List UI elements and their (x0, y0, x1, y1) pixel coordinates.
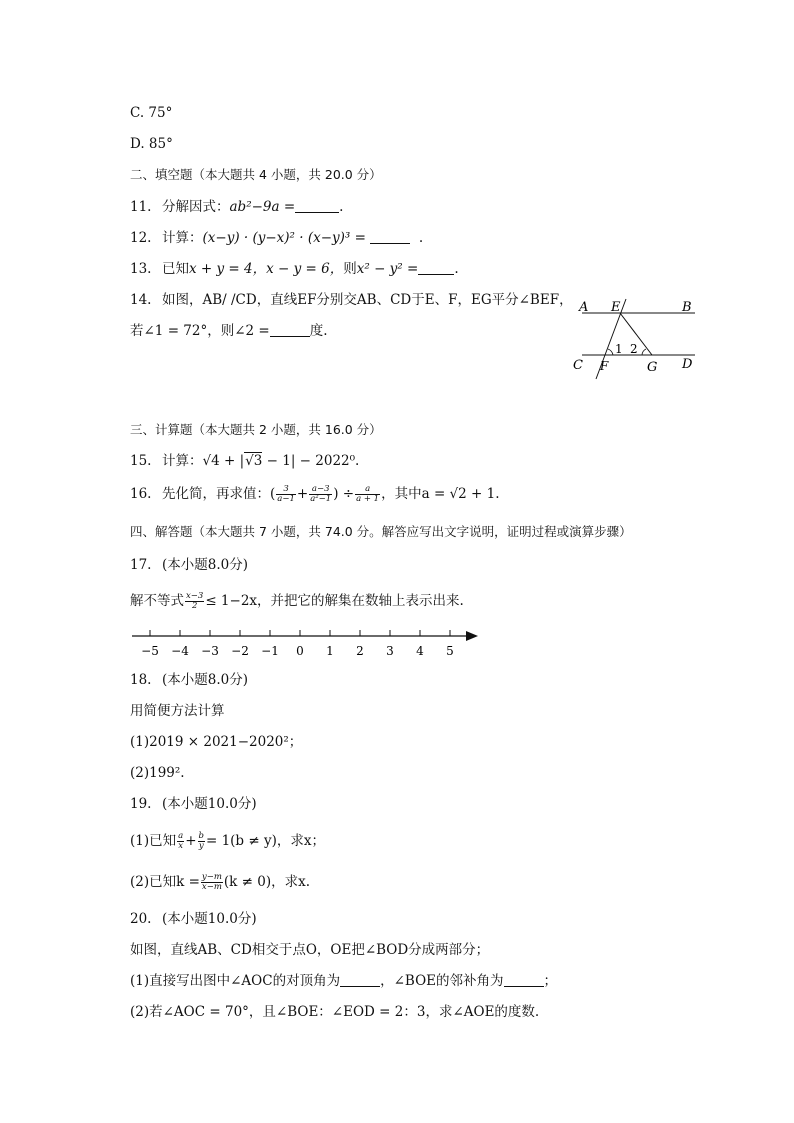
question-text: 先化简，再求值：( (162, 486, 276, 502)
question-number: 11. (130, 199, 152, 215)
point-label: C (573, 358, 583, 373)
question-text: 若∠1 = 72°，则∠2 = (130, 323, 270, 339)
score-label: (本小题10.0分) (162, 911, 257, 927)
math-expression: √3 (245, 453, 263, 469)
angle-label: 1 (615, 342, 623, 356)
question-number: 13. (130, 261, 152, 277)
answer-blank[interactable] (340, 972, 380, 987)
fraction (309, 485, 332, 504)
question-19-header (130, 795, 257, 813)
question-17-text (130, 592, 464, 611)
fraction (201, 873, 223, 892)
tick-label: −1 (261, 644, 279, 658)
section-header-answer: 四、解答题（本大题共 7 小题，共 74.0 分。解答应写出文字说明，证明过程或演算步骤） (130, 524, 632, 539)
point-label: A (579, 300, 589, 315)
question-18-header (130, 671, 248, 689)
answer-blank[interactable] (370, 229, 410, 244)
question-text: (2)已知k = (130, 874, 200, 890)
question-20-part1 (130, 972, 557, 990)
punctuation: . (418, 230, 424, 246)
tick-label: −5 (141, 644, 159, 658)
question-number: 17. (130, 557, 152, 573)
parallel-lines-figure (570, 293, 700, 383)
point-label: F (600, 359, 609, 373)
tick-label: 5 (446, 644, 454, 658)
tick-label: 1 (326, 644, 334, 658)
question-text: ≤ 1−2x，并把它的解集在数轴上表示出来. (205, 593, 464, 609)
question-number: 19. (130, 796, 152, 812)
tick-label: 0 (296, 644, 304, 658)
answer-blank[interactable] (504, 972, 544, 987)
angle-label: 2 (630, 342, 638, 356)
question-number: 15. (130, 453, 152, 469)
question-14-line1 (130, 291, 573, 309)
point-label: G (647, 360, 658, 375)
question-13 (130, 260, 459, 278)
question-11 (130, 198, 343, 216)
question-12 (130, 229, 423, 247)
question-17-header (130, 556, 248, 574)
choice-c: C. 75° (130, 105, 173, 121)
score-label: (本小题8.0分) (162, 672, 249, 688)
question-text: (1)已知 (130, 833, 177, 849)
question-text: = 1(b ≠ y)，求x； (205, 833, 325, 849)
math-expression: − 1| − 2022⁰. (262, 453, 360, 469)
point-label: D (682, 357, 693, 372)
answer-blank[interactable] (295, 198, 339, 213)
question-20-part2: (2)若∠AOC = 70°，且∠BOE：∠EOD = 2：3，求∠AOE的度数. (130, 1004, 540, 1020)
question-15 (130, 452, 359, 470)
denominator: 2 (191, 601, 198, 611)
question-number: 12. (130, 230, 152, 246)
number-line (128, 624, 488, 660)
question-number: 16. (130, 486, 152, 502)
fraction (276, 485, 296, 504)
numerator: y−m (201, 872, 222, 882)
operator: ) ÷ (333, 486, 355, 502)
question-18-intro: 用简便方法计算 (130, 703, 225, 719)
question-number: 18. (130, 672, 152, 688)
math-expression: √4 + | (202, 453, 245, 469)
fraction (177, 832, 184, 851)
question-number: 20. (130, 911, 152, 927)
denominator: y (198, 841, 204, 851)
tick-label: 2 (356, 644, 364, 658)
operator: + (185, 833, 197, 849)
score-label: (本小题10.0分) (162, 796, 257, 812)
denominator: a + 1 (356, 494, 380, 504)
punctuation: . (454, 261, 459, 277)
question-19-part1 (130, 832, 325, 851)
condition: x + y = 4，x − y = 6， (189, 261, 344, 277)
operator: + (296, 486, 309, 502)
numerator: a (178, 831, 184, 841)
choice-d: D. 85° (130, 136, 173, 152)
fraction (185, 592, 204, 611)
question-18-part2: (2)199². (130, 765, 185, 781)
question-number: 14. (130, 292, 152, 308)
score-label: (本小题8.0分) (162, 557, 249, 573)
punctuation: . (339, 199, 344, 215)
fraction (355, 485, 380, 504)
punctuation: ； (543, 973, 557, 989)
section-header-calculation: 三、计算题（本大题共 2 小题，共 16.0 分） (130, 422, 382, 437)
question-18-part1: (1)2019 × 2021−2020²； (130, 734, 303, 750)
question-20-intro: 如图，直线AB、CD相交于点O，OE把∠BOD分成两部分； (130, 942, 490, 958)
question-text: 计算： (162, 453, 203, 469)
question-text: 已知 (162, 261, 189, 277)
denominator: x (178, 841, 184, 851)
math-expression: (x−y) · (y−x)² · (x−y)³ = (202, 230, 366, 246)
question-text: 则 (343, 261, 357, 277)
answer-blank[interactable] (270, 322, 310, 337)
question-text: 计算： (162, 230, 203, 246)
question-20-header (130, 910, 257, 928)
tick-label: −3 (201, 644, 219, 658)
answer-blank[interactable] (418, 260, 454, 275)
tick-label: 4 (416, 644, 424, 658)
fraction (198, 832, 205, 851)
numerator: a−3 (309, 485, 332, 495)
numerator: 3 (276, 485, 296, 495)
math-expression: x² − y² = (356, 261, 419, 277)
tick-label: 3 (386, 644, 394, 658)
point-label: B (682, 300, 692, 315)
section-header-fill-in: 二、填空题（本大题共 4 小题，共 20.0 分） (130, 167, 382, 182)
denominator: a²−1 (310, 494, 332, 504)
question-text: (k ≠ 0)，求x. (223, 874, 310, 890)
question-text: 分解因式： (162, 199, 230, 215)
question-text: (1)直接写出图中∠AOC的对顶角为 (130, 973, 341, 989)
math-expression: ab²−9a = (229, 199, 296, 215)
numerator: b (198, 831, 204, 841)
tick-label: −2 (231, 644, 249, 658)
point-label: E (611, 300, 621, 315)
question-text: ，其中a = √2 + 1. (381, 486, 500, 502)
question-text: 解不等式 (130, 593, 184, 609)
question-text: ，∠BOE的邻补角为 (380, 973, 504, 989)
denominator: a−1 (277, 494, 295, 504)
denominator: x−m (201, 882, 222, 892)
question-14-line2 (130, 322, 328, 340)
numerator: x−3 (186, 591, 204, 601)
arrow-icon (466, 631, 478, 641)
question-16 (130, 485, 500, 504)
question-text: 如图，AB/ /CD，直线EF分别交AB、CD于E、F，EG平分∠BEF， (162, 292, 573, 308)
question-19-part2 (130, 873, 310, 892)
numerator: a (355, 485, 380, 495)
tick-label: −4 (171, 644, 189, 658)
question-text: 度. (309, 323, 328, 339)
